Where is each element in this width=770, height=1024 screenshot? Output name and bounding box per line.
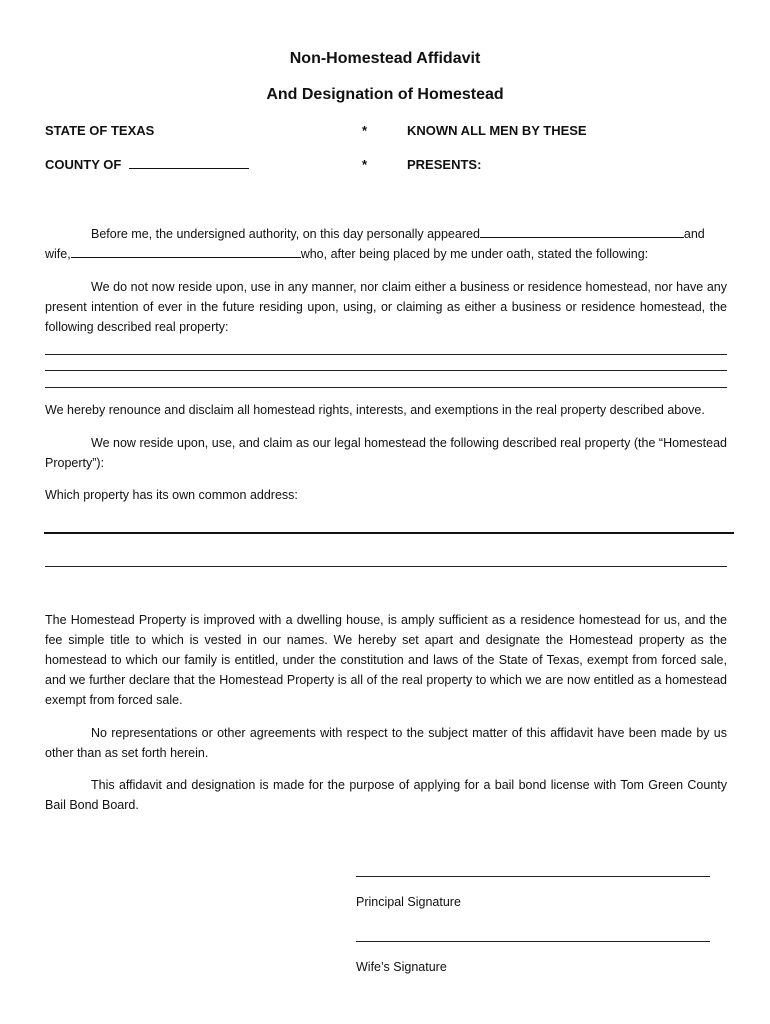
- intro-text-wife: wife,: [45, 247, 71, 261]
- intro-line-2: [45, 244, 648, 264]
- renounce-paragraph: We hereby renounce and disclaim all homestead rights, interests, and exemptions in the real property described above.: [45, 403, 705, 417]
- intro-text-oath: who, after being placed by me under oath, stated the following:: [300, 247, 649, 261]
- property-blank-line[interactable]: [45, 370, 727, 371]
- document-subtitle: And Designation of Homestead: [266, 86, 504, 103]
- property-blank-line[interactable]: [45, 354, 727, 355]
- presents-text: PRESENTS:: [407, 157, 482, 172]
- wife-name-blank[interactable]: [71, 246, 301, 258]
- principal-signature-label: Principal Signature: [356, 895, 461, 909]
- no-representations-paragraph: No representations or other agreements with respect to the subject matter of this affidavit have been made by us other than as set forth herein.: [45, 726, 727, 760]
- intro-line-1: [91, 224, 705, 244]
- document-title: Non-Homestead Affidavit: [289, 50, 481, 67]
- wife-signature-label: Wife’s Signature: [356, 960, 447, 974]
- improved-paragraph: The Homestead Property is improved with a dwelling house, is amply sufficient as a residence homestead for us, and the fee simple title to which is vested in our names. We hereby set apart and designate the Homestead property as the homestead to which our family is entitled, under the constitution and laws of the State of Texas, exempt from forced sale, and we further declare that the Homestead Property is all of the real property to which we are now entitled as a homestead exempt from forced sale.: [45, 613, 727, 707]
- intro-text-and: and: [683, 227, 705, 241]
- county-blank[interactable]: [129, 157, 249, 169]
- address-label: Which property has its own common address:: [45, 488, 298, 502]
- principal-signature-line[interactable]: [356, 876, 710, 877]
- appeared-name-blank[interactable]: [480, 226, 684, 238]
- county-label: COUNTY OF: [45, 157, 122, 172]
- header-star-2: *: [362, 157, 368, 172]
- reside-paragraph: We now reside upon, use, and claim as our legal homestead the following described real property (the “Homestead Property”):: [45, 436, 727, 470]
- intro-text-1: Before me, the undersigned authority, on this day personally appeared: [91, 227, 480, 241]
- state-label: STATE OF TEXAS: [45, 123, 155, 138]
- county-row: [45, 157, 249, 172]
- known-all-men-text: KNOWN ALL MEN BY THESE: [407, 123, 587, 138]
- wife-signature-line[interactable]: [356, 941, 710, 942]
- property-blank-line[interactable]: [45, 387, 727, 388]
- address-blank-line-2[interactable]: [45, 566, 727, 567]
- address-blank-line[interactable]: [44, 532, 734, 534]
- not-reside-paragraph: We do not now reside upon, use in any manner, nor claim either a business or residence homestead, nor have any present intention of ever in the future residing upon, using, or claiming as either a business or residence homestead, the following described real property:: [45, 280, 727, 334]
- header-star-1: *: [362, 123, 368, 138]
- purpose-paragraph: This affidavit and designation is made for the purpose of applying for a bail bond license with Tom Green County Bail Bond Board.: [45, 778, 727, 812]
